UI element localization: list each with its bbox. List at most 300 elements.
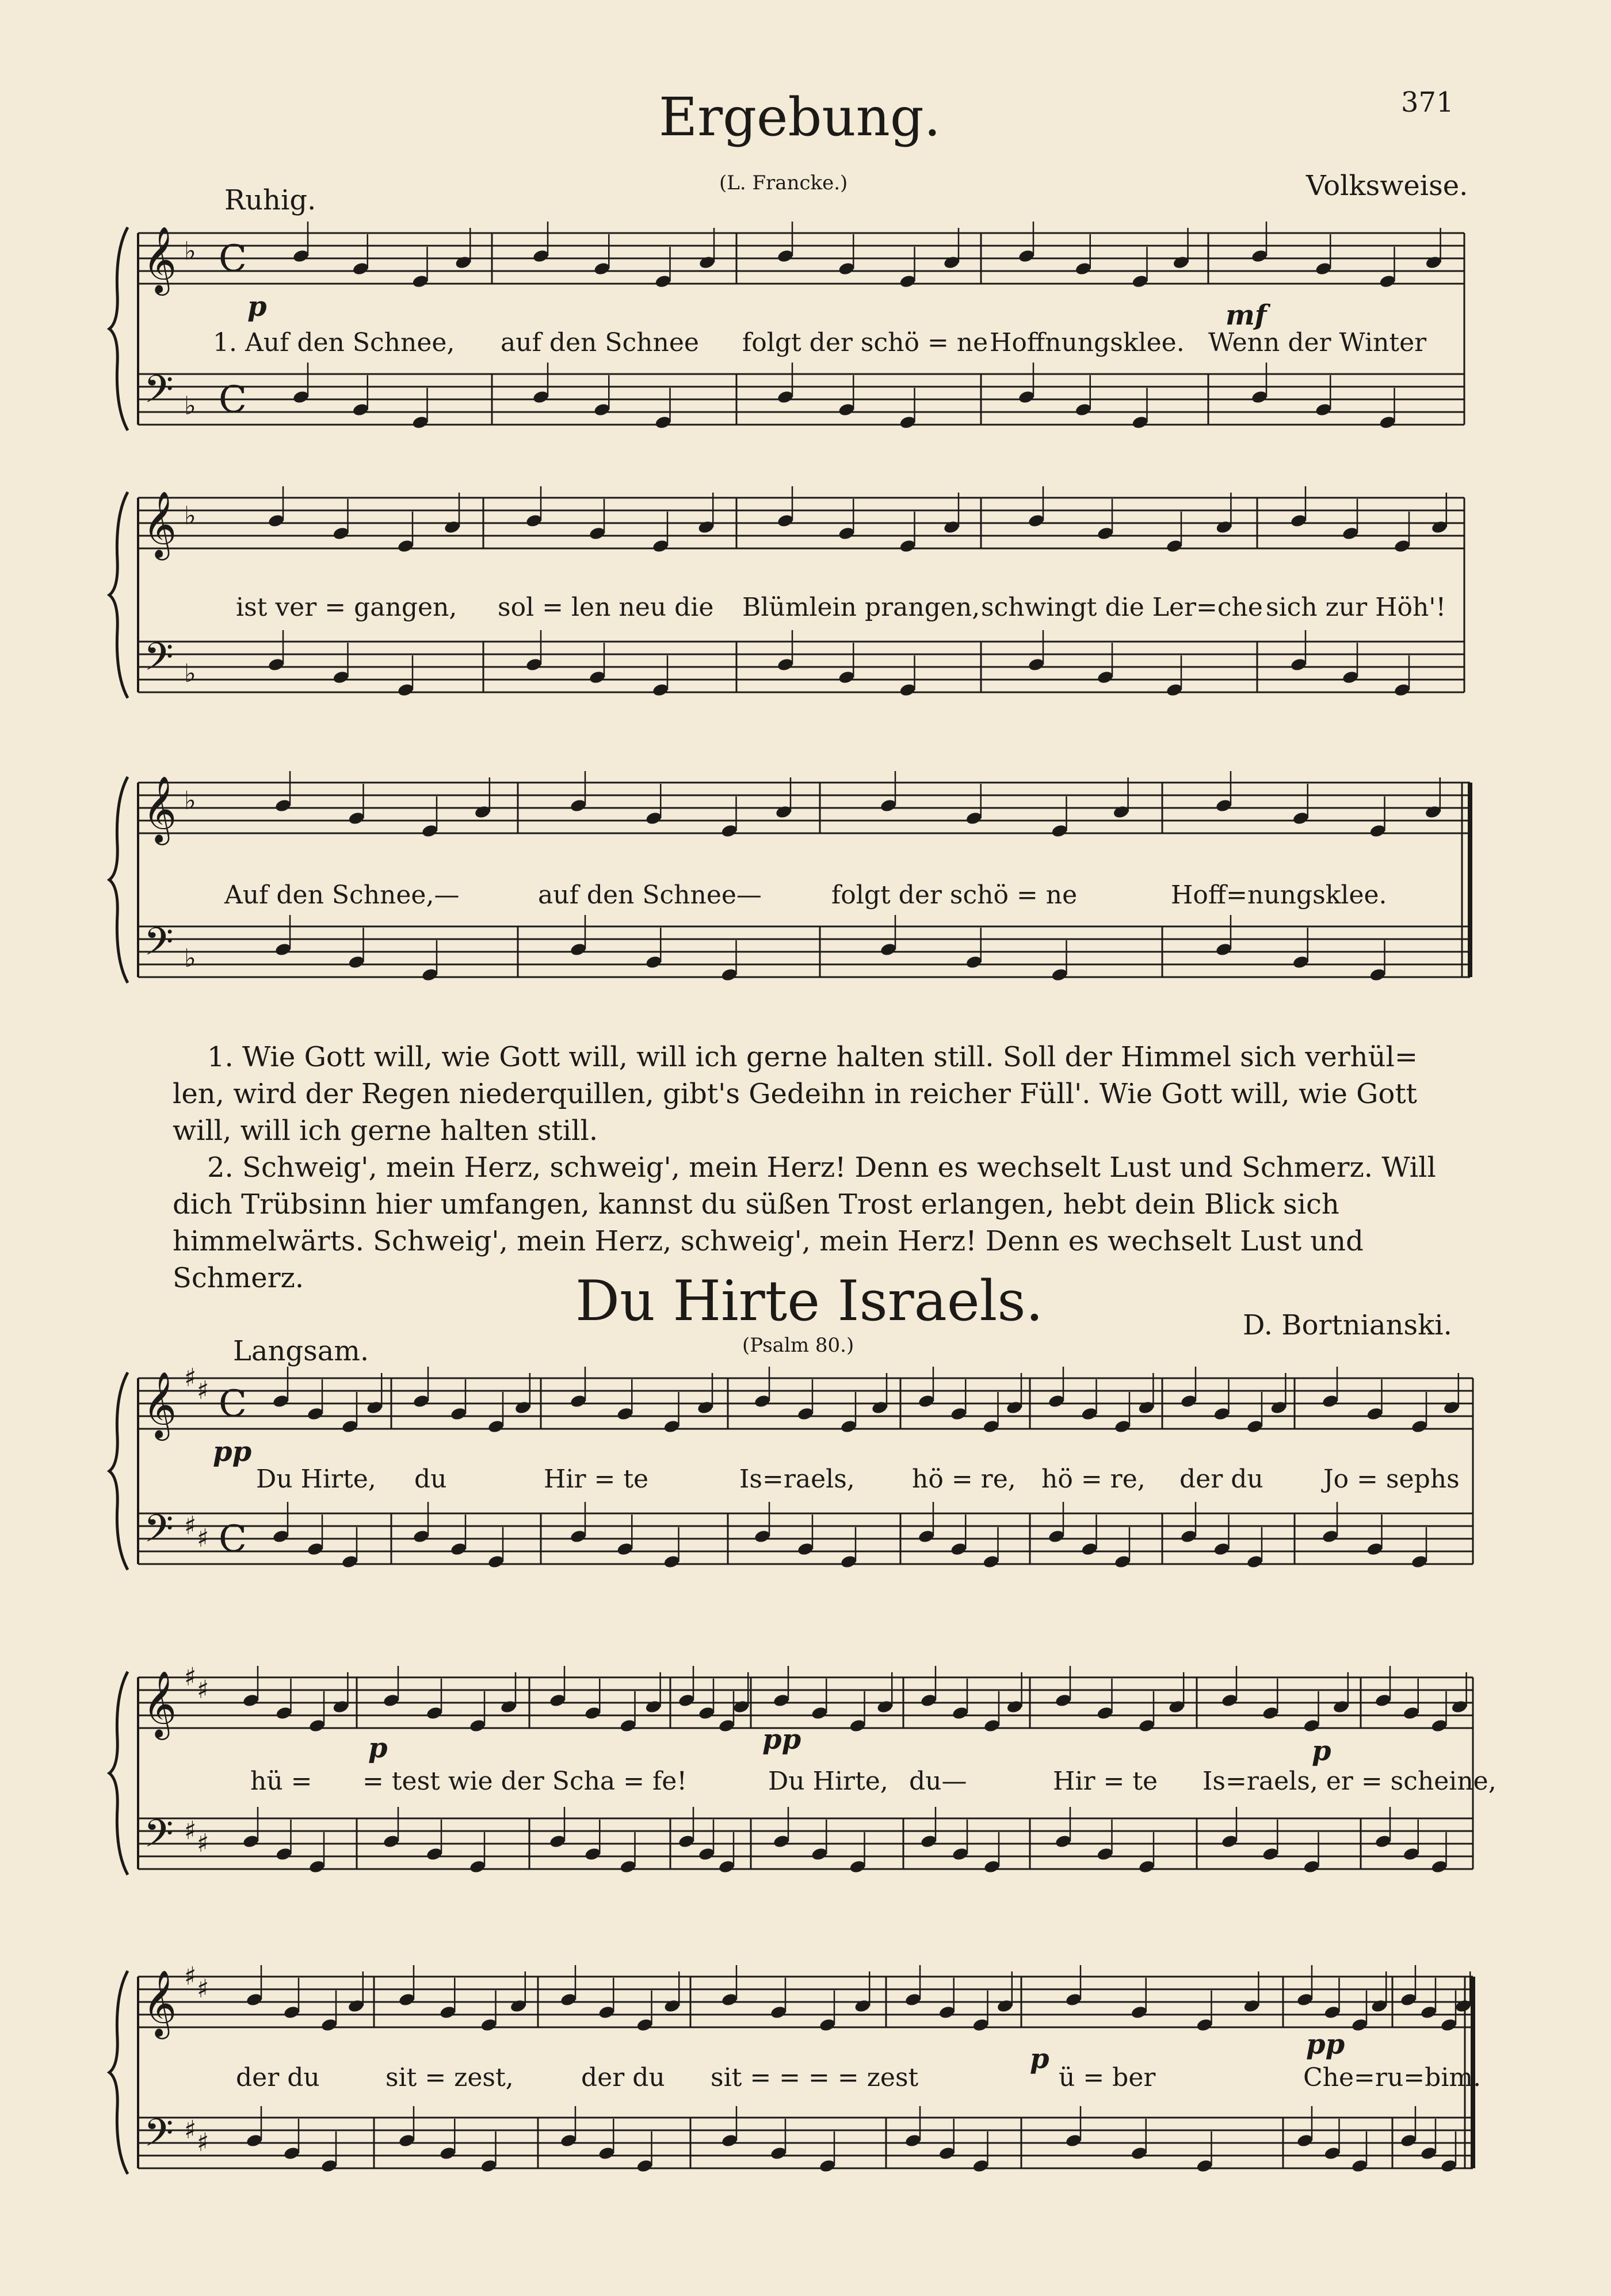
treble-note — [943, 255, 961, 270]
lyric: 1. Auf den Schnee, — [213, 328, 455, 357]
bass-note — [1430, 1859, 1448, 1874]
clef-icon: ♯ — [197, 1974, 209, 2004]
treble-note — [697, 520, 715, 535]
lyric: der du — [581, 2063, 665, 2092]
treble-note — [645, 811, 663, 826]
brace — [109, 227, 128, 430]
treble-note — [697, 1400, 715, 1415]
bass-note — [849, 1859, 866, 1874]
bass-note — [1369, 967, 1387, 982]
treble-note — [983, 1718, 1001, 1733]
lyric: folgt der schö = ne — [831, 880, 1078, 910]
treble-note — [698, 1706, 716, 1721]
lyric: Hoff=nungsklee. — [1171, 880, 1387, 910]
treble-note — [366, 1400, 384, 1415]
treble-note — [754, 1394, 772, 1409]
treble-note — [838, 526, 856, 541]
brace — [109, 492, 128, 698]
treble-note — [242, 1693, 260, 1708]
treble-note — [275, 1706, 293, 1721]
bass-note — [1420, 2146, 1438, 2161]
lyric: = test wie der Scha = fe! — [362, 1767, 688, 1796]
bass-note — [899, 682, 917, 697]
dynamic-marking: pp — [1306, 2028, 1345, 2061]
treble-note — [426, 1706, 444, 1721]
bass-note — [720, 967, 738, 982]
treble-note — [770, 2005, 788, 2020]
treble-note — [1366, 1406, 1384, 1421]
bass-note — [320, 2158, 338, 2173]
treble-note — [1172, 255, 1190, 270]
treble-note — [1342, 526, 1360, 541]
treble-note — [532, 249, 550, 264]
bass-note — [645, 955, 663, 970]
treble-note — [920, 1693, 938, 1708]
bass-note — [920, 1834, 938, 1849]
bass-note — [1213, 1542, 1231, 1557]
bass-note — [398, 2133, 416, 2148]
bass-note — [1351, 2158, 1369, 2173]
treble-note — [619, 1718, 637, 1733]
bass-note — [421, 967, 439, 982]
treble-note — [616, 1406, 634, 1421]
bass-note — [678, 1834, 696, 1849]
treble-note — [720, 823, 738, 838]
song2-title: Du Hirte Israels. — [575, 1269, 1044, 1333]
bass-note — [1138, 1859, 1156, 1874]
treble-note — [775, 804, 793, 819]
treble-note — [320, 2017, 338, 2032]
clef-icon: C — [219, 1383, 247, 1425]
treble-note — [560, 1992, 578, 2007]
clef-icon: 𝄢 — [144, 1506, 174, 1560]
bass-note — [1375, 1834, 1392, 1849]
bass-note — [242, 1834, 260, 1849]
treble-note — [838, 261, 856, 276]
lyric: du — [414, 1464, 447, 1494]
clef-icon: C — [219, 1518, 247, 1561]
bass-note — [838, 670, 856, 685]
bass-note — [598, 2146, 616, 2161]
treble-note — [1420, 2005, 1438, 2020]
treble-note — [1251, 249, 1269, 264]
bass-note — [268, 657, 285, 672]
treble-note — [1315, 261, 1333, 276]
bass-note — [307, 1542, 325, 1557]
treble-note — [444, 520, 461, 535]
bass-note — [352, 402, 369, 417]
treble-note — [652, 539, 670, 554]
treble-note — [307, 1406, 325, 1421]
treble-note — [1371, 1998, 1388, 2013]
treble-note — [819, 2017, 837, 2032]
treble-note — [1379, 274, 1396, 289]
bass-note — [718, 1859, 736, 1874]
treble-note — [1138, 1718, 1156, 1733]
bass-note — [275, 1847, 293, 1862]
treble-note — [348, 1998, 365, 2013]
treble-note — [421, 823, 439, 838]
treble-note — [654, 274, 672, 289]
bass-note — [411, 415, 429, 430]
lyric: sit = zest, — [385, 2063, 514, 2092]
treble-note — [950, 1406, 968, 1421]
clef-icon: 𝄢 — [144, 1811, 174, 1865]
lyric: sit = = = = zest — [711, 2063, 919, 2092]
bass-note — [1246, 1554, 1264, 1569]
lyric: der du — [236, 2063, 320, 2092]
treble-note — [899, 274, 917, 289]
page-number: 371 — [1401, 86, 1454, 119]
bass-note — [983, 1859, 1001, 1874]
treble-note — [341, 1419, 359, 1434]
bass-note — [246, 2133, 264, 2148]
bass-note — [1292, 955, 1310, 970]
bass-note — [777, 657, 795, 672]
clef-icon: 𝄞 — [143, 1670, 177, 1737]
treble-note — [1296, 1992, 1314, 2007]
treble-note — [1394, 539, 1411, 554]
treble-note — [332, 526, 350, 541]
bass-note — [1251, 390, 1269, 405]
treble-note — [1006, 1699, 1024, 1714]
clef-icon: ♯ — [184, 1511, 197, 1540]
clef-icon: C — [219, 379, 247, 421]
bass-note — [469, 1859, 487, 1874]
treble-note — [1180, 1394, 1198, 1409]
treble-note — [352, 261, 369, 276]
clef-icon: ♯ — [184, 1962, 197, 1991]
treble-note — [584, 1706, 602, 1721]
treble-note — [487, 1419, 505, 1434]
treble-note — [918, 1394, 936, 1409]
dynamic-marking: pp — [762, 1723, 801, 1756]
bass-note — [1322, 1529, 1339, 1544]
treble-note — [450, 1406, 468, 1421]
treble-note — [663, 1998, 681, 2013]
lyric: Blümlein prangen, — [742, 593, 980, 622]
bass-note — [549, 1834, 567, 1849]
treble-note — [871, 1400, 889, 1415]
song1-verses — [173, 1039, 1473, 1296]
treble-note — [899, 539, 917, 554]
treble-note — [1431, 520, 1449, 535]
clef-icon: ♭ — [184, 659, 196, 688]
treble-note — [570, 1394, 587, 1409]
treble-note — [1243, 1998, 1261, 2013]
bass-note — [663, 1554, 681, 1569]
bass-note — [341, 1554, 359, 1569]
treble-note — [455, 255, 472, 270]
song2-tempo: Langsam. — [233, 1335, 369, 1367]
treble-note — [644, 1699, 662, 1714]
treble-note — [1425, 255, 1442, 270]
bass-note — [952, 1847, 969, 1862]
clef-icon: ♭ — [184, 501, 196, 531]
bass-note — [1081, 1542, 1098, 1557]
bass-note — [1221, 1834, 1239, 1849]
clef-icon: ♭ — [184, 391, 196, 421]
treble-note — [1131, 274, 1149, 289]
treble-note — [1215, 520, 1233, 535]
bass-note — [1303, 1859, 1320, 1874]
bass-note — [589, 670, 606, 685]
clef-icon: 𝄞 — [143, 490, 177, 558]
treble-note — [1292, 811, 1310, 826]
bass-note — [348, 955, 365, 970]
treble-note — [1443, 1400, 1461, 1415]
bass-note — [1215, 942, 1233, 957]
treble-note — [876, 1699, 894, 1714]
treble-note — [348, 811, 365, 826]
treble-note — [904, 1992, 922, 2007]
treble-note — [593, 261, 611, 276]
dynamic-marking: p — [1312, 1735, 1331, 1767]
lyric: Jo = sephs — [1323, 1464, 1460, 1494]
bass-note — [439, 2146, 457, 2161]
treble-note — [982, 1419, 1000, 1434]
bass-note — [754, 1529, 772, 1544]
treble-note — [1270, 1400, 1288, 1415]
bass-note — [283, 2146, 301, 2161]
treble-note — [1322, 1394, 1339, 1409]
treble-note — [292, 249, 310, 264]
clef-icon: 𝄢 — [144, 367, 174, 421]
treble-note — [678, 1693, 696, 1708]
dynamic-marking: pp — [213, 1436, 252, 1468]
brace — [109, 777, 128, 983]
lyric: Wenn der Winter — [1208, 328, 1427, 357]
bass-note — [1400, 2133, 1418, 2148]
bass-note — [1262, 1847, 1280, 1862]
clef-icon: ♯ — [197, 1829, 209, 1858]
treble-note — [1055, 1693, 1072, 1708]
bass-note — [272, 1529, 290, 1544]
bass-note — [525, 657, 543, 672]
bass-note — [1440, 2158, 1458, 2173]
dynamic-marking: p — [1030, 2043, 1049, 2075]
bass-note — [1097, 670, 1114, 685]
lyric: Is=raels, — [739, 1464, 855, 1494]
lyric: auf den Schnee— — [538, 880, 762, 910]
clef-icon: 𝄢 — [144, 635, 174, 688]
treble-note — [1097, 526, 1114, 541]
clef-icon: ♯ — [197, 1524, 209, 1553]
treble-note — [1303, 1718, 1320, 1733]
bass-note — [1290, 657, 1308, 672]
bass-note — [450, 1542, 468, 1557]
lyric: Hir = te — [1053, 1767, 1158, 1796]
lyric: sich zur Höh'! — [1266, 593, 1446, 622]
dynamic-marking: p — [368, 1732, 388, 1764]
lyric: Du Hirte, — [768, 1767, 888, 1796]
bass-note — [1018, 390, 1036, 405]
song1-title: Ergebung. — [659, 86, 941, 148]
bass-note — [1379, 415, 1396, 430]
treble-note — [938, 2005, 956, 2020]
bass-note — [982, 1554, 1000, 1569]
treble-note — [773, 1693, 791, 1708]
bass-note — [1180, 1529, 1198, 1544]
lyric: du— — [909, 1767, 967, 1796]
bass-note — [397, 682, 415, 697]
bass-note — [773, 1834, 791, 1849]
brace — [109, 1372, 128, 1570]
song1-tempo: Ruhig. — [224, 184, 316, 216]
treble-note — [1028, 513, 1045, 528]
treble-note — [439, 2005, 457, 2020]
bass-note — [838, 402, 856, 417]
treble-note — [1112, 804, 1130, 819]
bass-note — [698, 1847, 716, 1862]
bass-note — [972, 2158, 990, 2173]
bass-note — [487, 1554, 505, 1569]
lyric: ü = ber — [1059, 2063, 1156, 2092]
treble-note — [965, 811, 983, 826]
treble-note — [1425, 804, 1442, 819]
treble-note — [1333, 1699, 1350, 1714]
bass-note — [593, 402, 611, 417]
bass-note — [1166, 682, 1184, 697]
clef-icon: 𝄞 — [143, 1969, 177, 2036]
brace — [109, 1971, 128, 2174]
treble-note — [589, 526, 606, 541]
treble-note — [480, 2017, 498, 2032]
treble-note — [1006, 1400, 1024, 1415]
lyric: sol = len neu die — [498, 593, 714, 622]
clef-icon: ♯ — [184, 1662, 197, 1692]
bass-note — [532, 390, 550, 405]
treble-note — [525, 513, 543, 528]
treble-note — [1215, 798, 1233, 813]
bass-note — [1411, 1554, 1429, 1569]
bass-note — [797, 1542, 815, 1557]
bass-note — [383, 1834, 400, 1849]
lyric: folgt der schö = ne — [742, 328, 988, 357]
song2-composer: D. Bortnianski. — [1243, 1309, 1452, 1341]
bass-note — [770, 2146, 788, 2161]
lyric: Du Hirte, — [256, 1464, 376, 1494]
bass-note — [1402, 1847, 1420, 1862]
treble-note — [1114, 1419, 1132, 1434]
treble-note — [1074, 261, 1092, 276]
treble-note — [383, 1693, 400, 1708]
treble-note — [997, 1998, 1014, 2013]
clef-icon: 𝄢 — [144, 920, 174, 973]
bass-note — [918, 1529, 936, 1544]
lyric: hö = re, — [912, 1464, 1016, 1494]
treble-note — [469, 1718, 487, 1733]
clef-icon: ♭ — [184, 237, 196, 266]
treble-note — [1137, 1400, 1155, 1415]
treble-note — [1196, 2017, 1213, 2032]
bass-note — [1323, 2146, 1341, 2161]
verse-2: 2. Schweig', mein Herz, schweig', mein Herz! Denn es wechselt Lust und Schmerz. Will dich Trübsinn hier umfangen, kannst du süßen Trost erlangen, hebt dein Blick sich himmelwärts. Schweig', mein Herz, schweig', mein Herz! Denn es wechselt Lust und Schmerz. — [173, 1151, 1436, 1294]
treble-note — [1221, 1693, 1239, 1708]
treble-note — [268, 513, 285, 528]
bass-note — [1051, 967, 1068, 982]
treble-note — [943, 520, 961, 535]
treble-note — [283, 2005, 301, 2020]
lyric: Hoffnungsklee. — [990, 328, 1185, 357]
treble-note — [549, 1693, 567, 1708]
treble-note — [721, 1992, 739, 2007]
clef-icon: C — [219, 238, 247, 280]
bass-note — [274, 942, 292, 957]
bass-note — [570, 1529, 587, 1544]
bass-note — [1028, 657, 1045, 672]
bass-note — [1130, 2146, 1148, 2161]
treble-note — [1130, 2005, 1148, 2020]
bass-note — [1065, 2133, 1083, 2148]
bass-note — [652, 682, 670, 697]
treble-note — [1290, 513, 1308, 528]
treble-note — [1213, 1406, 1231, 1421]
bass-note — [777, 390, 795, 405]
treble-note — [1411, 1419, 1429, 1434]
treble-note — [1048, 1394, 1066, 1409]
bass-note — [654, 415, 672, 430]
lyric: auf den Schnee — [501, 328, 699, 357]
treble-note — [1375, 1693, 1392, 1708]
dynamic-marking: p — [247, 291, 267, 323]
treble-note — [598, 2005, 616, 2020]
clef-icon: 𝄢 — [144, 2111, 174, 2164]
bass-note — [904, 2133, 922, 2148]
bass-note — [480, 2158, 498, 2173]
clef-icon: ♯ — [184, 1363, 197, 1393]
treble-note — [1400, 1992, 1418, 2007]
bass-note — [721, 2133, 739, 2148]
treble-note — [500, 1699, 518, 1714]
verse-1: 1. Wie Gott will, wie Gott will, will ich gerne halten still. Soll der Himmel sich verhül= len, wird der Regen niederquillen, gibt's Gedeihn in reicher Füll'. Wie Gott will, wie Gott will, will ich gerne halten still. — [173, 1041, 1418, 1147]
treble-note — [840, 1419, 858, 1434]
song1-author: (L. Francke.) — [719, 171, 848, 194]
brace — [109, 1672, 128, 1875]
bass-note — [1096, 1847, 1114, 1862]
treble-note — [1369, 823, 1387, 838]
bass-note — [426, 1847, 444, 1862]
bass-note — [619, 1859, 637, 1874]
bass-note — [840, 1554, 858, 1569]
treble-note — [1081, 1406, 1098, 1421]
treble-note — [1096, 1706, 1114, 1721]
bass-note — [1114, 1554, 1132, 1569]
lyric: schwingt die Ler=che — [981, 593, 1263, 622]
clef-icon: ♯ — [197, 1675, 209, 1704]
clef-icon: ♯ — [184, 1816, 197, 1845]
treble-note — [732, 1699, 750, 1714]
bass-note — [1131, 415, 1149, 430]
treble-note — [972, 2017, 990, 2032]
treble-note — [308, 1718, 326, 1733]
treble-note — [811, 1706, 829, 1721]
lyric: der du — [1179, 1464, 1263, 1494]
bass-note — [1394, 682, 1411, 697]
treble-note — [570, 798, 587, 813]
bass-note — [636, 2158, 654, 2173]
clef-icon: 𝄞 — [143, 226, 177, 293]
treble-note — [1051, 823, 1068, 838]
treble-note — [1323, 2005, 1341, 2020]
bass-note — [1055, 1834, 1072, 1849]
treble-note — [397, 539, 415, 554]
clef-icon: 𝄞 — [143, 1371, 177, 1438]
treble-note — [413, 1394, 430, 1409]
treble-note — [952, 1706, 969, 1721]
treble-note — [1166, 539, 1184, 554]
bass-note — [308, 1859, 326, 1874]
